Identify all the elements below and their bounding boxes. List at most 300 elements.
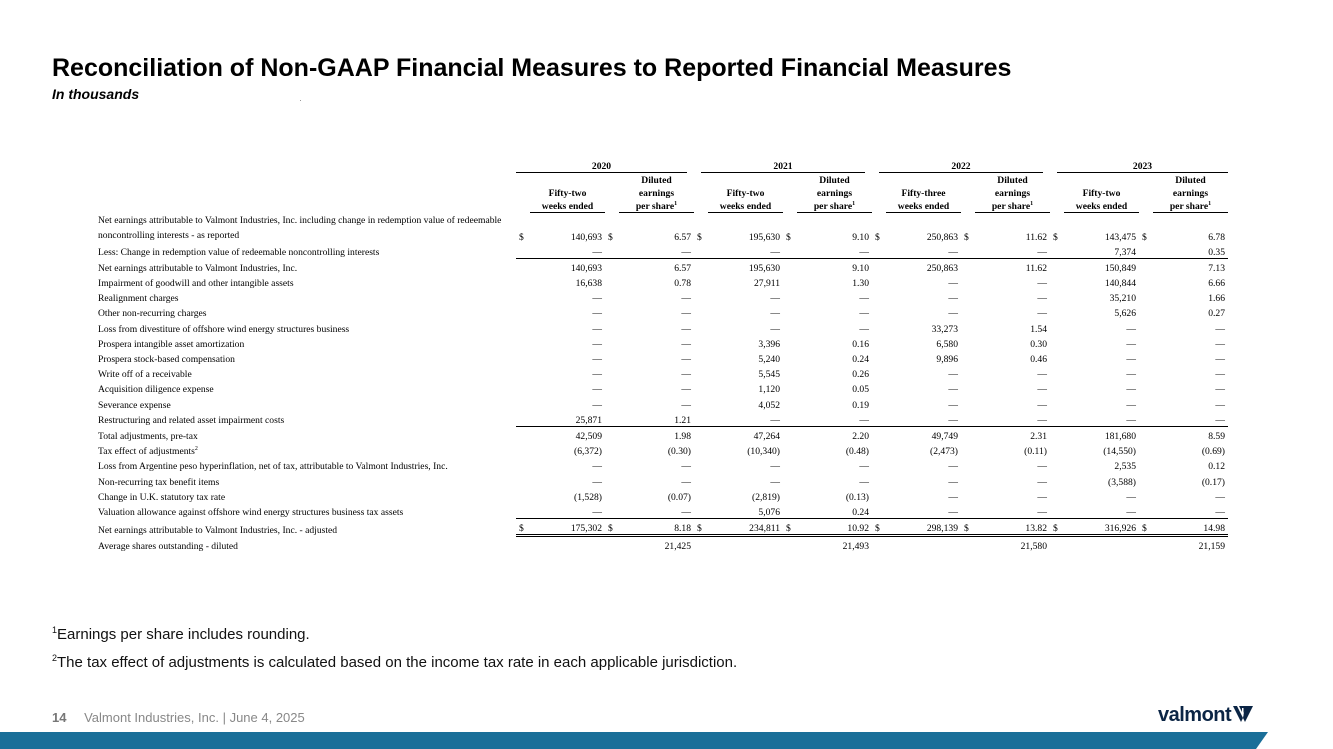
header-gap: [605, 173, 619, 187]
value-cell: 1.66: [1208, 293, 1225, 305]
currency-cell: [1050, 350, 1064, 365]
currency-cell: [516, 488, 530, 503]
value-cell: 6.78: [1208, 231, 1225, 243]
row-label: [96, 213, 516, 243]
table-row: [96, 289, 1228, 304]
currency-cell: [1139, 365, 1153, 380]
value-cell: —: [681, 399, 691, 411]
currency-cell: [1050, 488, 1064, 503]
currency-cell: [605, 488, 619, 503]
currency-cell: [1139, 319, 1153, 334]
column-header: [886, 186, 961, 199]
value-cell: 316,926: [1064, 518, 1139, 535]
currency-cell: [783, 503, 797, 519]
value-cell: —: [859, 323, 869, 335]
column-header-text: weeks ended: [541, 201, 594, 212]
currency-cell: [783, 442, 797, 457]
column-header: [1153, 186, 1228, 199]
currency-cell: [872, 350, 886, 365]
currency-cell: [516, 243, 530, 259]
currency-cell: [516, 503, 530, 519]
value-cell: 1.21: [674, 414, 691, 426]
currency-cell: [1139, 426, 1153, 442]
value-cell: —: [770, 323, 780, 335]
value-cell: 9,896: [936, 354, 958, 365]
column-header-text: per share: [635, 201, 675, 212]
currency-cell: [961, 488, 975, 503]
currency-cell: [1139, 472, 1153, 487]
value-cell: —: [1037, 491, 1047, 503]
currency-cell: [605, 350, 619, 365]
currency-cell: $: [964, 231, 969, 243]
value-cell: —: [681, 323, 691, 335]
value-cell: 0.12: [1208, 461, 1225, 473]
header-gap: [1050, 186, 1064, 199]
currency-cell: [783, 319, 797, 334]
currency-cell: [872, 488, 886, 503]
currency-cell: [516, 426, 530, 442]
value-cell: 7,374: [1114, 246, 1136, 258]
currency-cell: [1050, 411, 1064, 427]
value-cell: (0.11): [1024, 446, 1047, 458]
column-header-text: Fifty-three: [901, 188, 946, 199]
currency-cell: [1050, 442, 1064, 457]
value-cell: 234,811: [708, 518, 783, 535]
currency-cell: [783, 380, 797, 395]
column-header-text: Fifty-two: [548, 188, 587, 199]
value-cell: (6,372): [574, 446, 602, 458]
currency-cell: [872, 536, 886, 553]
footnote-2: [52, 653, 737, 671]
row-label-text: Valuation allowance against offshore wind energy structures business tax assets: [98, 507, 404, 519]
row-label-text: Change in U.K. statutory tax rate: [98, 491, 226, 503]
value-cell: —: [770, 461, 780, 473]
value-cell: —: [1037, 246, 1047, 258]
currency-cell: [694, 319, 708, 334]
row-label: [96, 304, 516, 319]
header-gap: [1139, 199, 1153, 213]
column-header: [708, 173, 783, 187]
page-title: Reconciliation of Non-GAAP Financial Measures to Reported Financial Measures: [52, 54, 1012, 82]
column-header: [975, 186, 1050, 199]
row-label: [96, 258, 516, 274]
currency-cell: [1050, 243, 1064, 259]
value-cell: —: [592, 476, 602, 488]
value-cell: —: [1126, 414, 1136, 426]
header-spacer: [96, 173, 516, 187]
value-cell: —: [681, 461, 691, 473]
currency-cell: [783, 243, 797, 259]
currency-cell: [961, 365, 975, 380]
currency-cell: [961, 395, 975, 410]
currency-cell: [694, 335, 708, 350]
value-cell: 3,396: [758, 338, 780, 350]
currency-cell: [783, 350, 797, 365]
value-cell: 298,139: [886, 518, 961, 535]
row-label-text: Non-recurring tax benefit items: [98, 476, 220, 488]
row-label-text: Net earnings attributable to Valmont Industries, Inc.: [98, 262, 298, 274]
currency-cell: [783, 258, 797, 274]
value-cell: 7.13: [1153, 258, 1228, 274]
currency-cell: [1139, 258, 1153, 274]
row-label-text: Average shares outstanding - diluted: [98, 541, 238, 553]
header-gap: [1139, 186, 1153, 199]
currency-cell: [694, 503, 708, 519]
value-cell: —: [948, 369, 958, 381]
value-cell: 0.19: [852, 399, 869, 411]
value-cell: 14.98: [1153, 518, 1228, 535]
currency-cell: [1050, 335, 1064, 350]
value-cell: 16,638: [575, 278, 602, 290]
value-cell: —: [948, 308, 958, 320]
currency-cell: [694, 472, 708, 487]
value-cell: 11.62: [1025, 231, 1047, 243]
currency-cell: [1050, 536, 1064, 553]
value-cell: —: [1215, 369, 1225, 381]
currency-cell: [961, 536, 975, 553]
year-header: 2020: [516, 158, 694, 173]
currency-cell: [1050, 258, 1064, 274]
row-label: [96, 350, 516, 365]
value-cell: —: [1126, 491, 1136, 503]
value-cell: 195,630: [748, 231, 780, 243]
row-label-text: Write off of a receivable: [98, 369, 192, 381]
value-cell: 195,630: [708, 258, 783, 274]
currency-cell: [783, 536, 797, 553]
value-cell: 47,264: [708, 426, 783, 442]
row-label: [96, 335, 516, 350]
value-cell: 0.16: [852, 338, 869, 350]
value-cell: —: [681, 369, 691, 381]
value-cell: 143,475: [1104, 231, 1136, 243]
value-cell: 21,493: [842, 541, 869, 553]
value-cell: 9.10: [797, 258, 872, 274]
column-header-text: weeks ended: [1075, 201, 1128, 212]
column-header-text: earnings: [1172, 188, 1209, 199]
value-cell: —: [948, 414, 958, 426]
table-row: [96, 426, 1228, 442]
value-cell: 5,076: [758, 506, 780, 518]
value-cell: 0.35: [1208, 246, 1225, 258]
column-header: [1064, 186, 1139, 199]
currency-cell: [1050, 319, 1064, 334]
currency-cell: $: [697, 231, 702, 243]
currency-cell: [1139, 304, 1153, 319]
value-cell: 2.20: [797, 426, 872, 442]
value-cell: —: [1126, 506, 1136, 518]
currency-cell: [516, 365, 530, 380]
currency-cell: [872, 426, 886, 442]
column-header-text: Fifty-two: [1082, 188, 1121, 199]
value-cell: —: [1126, 369, 1136, 381]
column-header-text: weeks ended: [719, 201, 772, 212]
row-label: [96, 243, 516, 259]
currency-cell: [605, 304, 619, 319]
currency-cell: [1050, 304, 1064, 319]
currency-cell: [605, 442, 619, 457]
currency-cell: [1139, 411, 1153, 427]
footnote-ref: 1: [1208, 200, 1212, 207]
value-cell: —: [681, 293, 691, 305]
row-label-text: Net earnings attributable to Valmont Industries, Inc. including change in redemption value of redeemable noncontrolling interests - as reported: [98, 214, 502, 241]
value-cell: 8.59: [1153, 426, 1228, 442]
currency-cell: [872, 380, 886, 395]
currency-cell: [872, 503, 886, 519]
currency-cell: [872, 304, 886, 319]
value-cell: 35,210: [1109, 293, 1136, 305]
value-cell: (1,528): [574, 491, 602, 503]
value-cell: —: [770, 308, 780, 320]
currency-cell: [961, 335, 975, 350]
value-cell: 0.46: [1030, 354, 1047, 365]
value-cell: 33,273: [931, 323, 958, 335]
currency-cell: [605, 274, 619, 289]
currency-cell: [694, 380, 708, 395]
column-header: [708, 186, 783, 199]
column-header: [619, 199, 694, 213]
footnote-1: [52, 625, 310, 643]
header-gap: [694, 199, 708, 213]
table-row: [96, 518, 1228, 535]
currency-cell: [694, 411, 708, 427]
row-label-text: Other non-recurring charges: [98, 308, 207, 320]
currency-cell: [1139, 380, 1153, 395]
value-cell: 0.78: [674, 278, 691, 290]
value-cell: 21,425: [664, 541, 691, 553]
currency-cell: [961, 319, 975, 334]
currency-cell: [1139, 457, 1153, 472]
currency-cell: [605, 365, 619, 380]
currency-cell: [605, 411, 619, 427]
footnote-ref: 1: [1030, 200, 1034, 207]
column-header-text: per share: [1169, 201, 1209, 212]
value-cell: (0.13): [845, 491, 869, 503]
header-gap: [872, 186, 886, 199]
value-cell: —: [592, 293, 602, 305]
value-cell: —: [592, 506, 602, 518]
value-cell: —: [681, 354, 691, 365]
row-label: [96, 365, 516, 380]
currency-cell: [605, 472, 619, 487]
value-cell: 27,911: [753, 278, 780, 290]
column-header: [975, 173, 1050, 187]
value-cell: —: [592, 354, 602, 365]
value-cell: 8.18: [619, 518, 694, 535]
currency-cell: [872, 258, 886, 274]
column-header: [975, 199, 1050, 213]
header-gap: [694, 186, 708, 199]
row-label-text: Loss from Argentine peso hyperinflation, net of tax, attributable to Valmont Industries, Inc.: [98, 461, 448, 473]
currency-cell: $: [875, 231, 880, 243]
footnote-text: The tax effect of adjustments is calculated based on the income tax rate in each applicable jurisdiction.: [57, 654, 738, 671]
currency-cell: [516, 289, 530, 304]
currency-cell: [605, 536, 619, 553]
row-label: [96, 289, 516, 304]
value-cell: 0.24: [852, 354, 869, 365]
value-cell: 250,863: [886, 258, 961, 274]
row-label: [96, 518, 516, 535]
footnote-ref: 1: [852, 200, 856, 207]
value-cell: —: [592, 399, 602, 411]
value-cell: —: [859, 293, 869, 305]
currency-cell: [694, 258, 708, 274]
value-cell: —: [592, 461, 602, 473]
value-cell: —: [1037, 461, 1047, 473]
currency-cell: [694, 457, 708, 472]
row-label-text: Total adjustments, pre-tax: [98, 430, 198, 442]
currency-cell: [694, 488, 708, 503]
value-cell: —: [770, 476, 780, 488]
value-cell: —: [1037, 369, 1047, 381]
currency-cell: [1139, 536, 1153, 553]
currency-cell: [872, 274, 886, 289]
currency-cell: $: [1142, 231, 1147, 243]
currency-cell: [961, 258, 975, 274]
currency-cell: $: [961, 518, 975, 535]
currency-cell: [872, 457, 886, 472]
value-cell: —: [859, 414, 869, 426]
currency-cell: $: [786, 231, 791, 243]
row-label-text: Impairment of goodwill and other intangible assets: [98, 278, 294, 290]
value-cell: —: [948, 246, 958, 258]
currency-cell: [783, 335, 797, 350]
header-gap: [783, 173, 797, 187]
value-cell: 2.31: [975, 426, 1050, 442]
row-label: [96, 503, 516, 519]
currency-cell: [1139, 488, 1153, 503]
footnote-mark: 1: [52, 625, 58, 635]
currency-cell: [872, 395, 886, 410]
value-cell: —: [1215, 323, 1225, 335]
currency-cell: [605, 243, 619, 259]
value-cell: —: [948, 384, 958, 396]
value-cell: 0.30: [1030, 338, 1047, 350]
currency-cell: $: [1050, 518, 1064, 535]
value-cell: 2,535: [1114, 461, 1136, 473]
currency-cell: [872, 335, 886, 350]
value-cell: (0.30): [667, 446, 691, 458]
row-label: [96, 426, 516, 442]
currency-cell: $: [605, 518, 619, 535]
value-cell: 6,580: [936, 338, 958, 350]
column-header: [886, 199, 961, 213]
value-cell: 13.82: [975, 518, 1050, 535]
header-spacer: [96, 199, 516, 213]
value-cell: 6.66: [1208, 278, 1225, 290]
value-cell: —: [1215, 399, 1225, 411]
currency-cell: [605, 395, 619, 410]
column-header: [530, 199, 605, 213]
currency-cell: [516, 472, 530, 487]
value-cell: (0.69): [1201, 446, 1225, 458]
row-label-text: Net earnings attributable to Valmont Industries, Inc. - adjusted: [98, 524, 338, 536]
row-label: [96, 395, 516, 410]
column-header: [619, 186, 694, 199]
currency-cell: [783, 395, 797, 410]
currency-cell: [516, 395, 530, 410]
value-cell: [886, 536, 961, 553]
currency-cell: [961, 304, 975, 319]
value-cell: (3,588): [1108, 476, 1136, 488]
footer-band: [0, 732, 1333, 749]
value-cell: 140,693: [570, 231, 602, 243]
header-gap: [1050, 199, 1064, 213]
column-header-text: Diluted: [1175, 175, 1206, 186]
table-row: [96, 536, 1228, 553]
currency-cell: [605, 319, 619, 334]
row-label-text: Tax effect of adjustments: [98, 446, 195, 458]
value-cell: 10.92: [797, 518, 872, 535]
table-row: [96, 319, 1228, 334]
table-header: [96, 158, 1228, 213]
value-cell: 0.26: [852, 369, 869, 381]
value-cell: —: [681, 308, 691, 320]
row-label-text: Restructuring and related asset impairment costs: [98, 415, 285, 427]
column-header: [1153, 199, 1228, 213]
currency-cell: [516, 411, 530, 427]
currency-cell: [1139, 274, 1153, 289]
currency-cell: $: [608, 231, 613, 243]
value-cell: —: [1126, 384, 1136, 396]
footer-text: Valmont Industries, Inc. | June 4, 2025: [84, 710, 305, 725]
header-gap: [605, 186, 619, 199]
value-cell: 1.98: [619, 426, 694, 442]
table-row: [96, 243, 1228, 259]
column-header-text: Diluted: [819, 175, 850, 186]
currency-cell: [694, 289, 708, 304]
table-row: [96, 365, 1228, 380]
currency-cell: [605, 289, 619, 304]
currency-cell: [1139, 335, 1153, 350]
value-cell: —: [1215, 354, 1225, 365]
currency-cell: [516, 457, 530, 472]
currency-cell: [516, 304, 530, 319]
column-header-text: earnings: [638, 188, 675, 199]
currency-cell: [961, 411, 975, 427]
value-cell: —: [1037, 506, 1047, 518]
header-spacer: [96, 158, 516, 173]
value-cell: 1,120: [758, 384, 780, 396]
row-label-text: Less: Change in redemption value of redeemable noncontrolling interests: [98, 247, 380, 259]
column-header-text: weeks ended: [897, 201, 950, 212]
value-cell: —: [681, 384, 691, 396]
row-label-text: Acquisition diligence expense: [98, 384, 214, 396]
year-header-row: [96, 158, 1228, 173]
column-header: [708, 199, 783, 213]
value-cell: —: [1215, 384, 1225, 396]
currency-cell: [605, 426, 619, 442]
value-cell: —: [681, 476, 691, 488]
header-gap: [605, 199, 619, 213]
currency-cell: [694, 536, 708, 553]
header-spacer: [96, 186, 516, 199]
value-cell: —: [592, 384, 602, 396]
row-label-text: Realignment charges: [98, 293, 179, 305]
currency-cell: [872, 243, 886, 259]
value-cell: —: [1215, 414, 1225, 426]
value-cell: —: [592, 323, 602, 335]
column-header: [1153, 173, 1228, 187]
footnote-text: Earnings per share includes rounding.: [57, 626, 310, 643]
value-cell: 140,844: [1104, 278, 1136, 290]
currency-cell: [1050, 274, 1064, 289]
table-row: [96, 304, 1228, 319]
value-cell: (0.17): [1201, 476, 1225, 488]
value-cell: —: [859, 476, 869, 488]
currency-cell: [516, 335, 530, 350]
value-cell: —: [859, 308, 869, 320]
currency-cell: [605, 503, 619, 519]
